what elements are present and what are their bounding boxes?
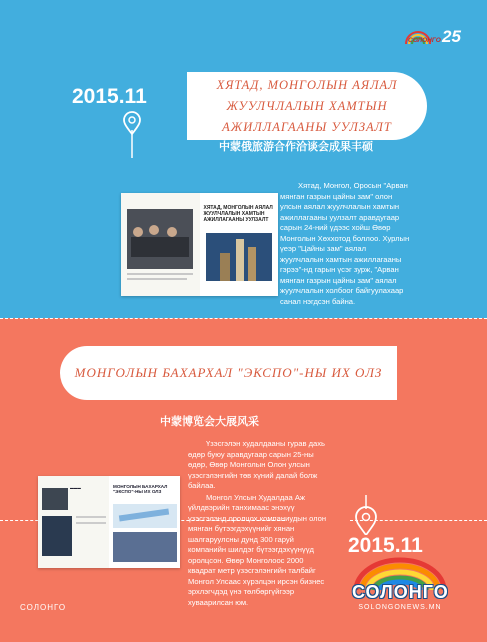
magazine-left-headline: ▬▬▬ bbox=[70, 486, 81, 490]
location-pin-icon bbox=[120, 110, 144, 158]
person-photo bbox=[42, 488, 68, 510]
section2-title-banner bbox=[60, 346, 397, 400]
anniversary-number: 25 bbox=[442, 27, 461, 46]
timeline-dashed-line bbox=[0, 318, 487, 319]
section1-location-pin bbox=[120, 110, 144, 163]
magazine-headline: ХЯТАД, МОНГОЛЫН АЯЛАЛ ЖУУЛЧЛАЛЫН ХАМТЫН АЖИЛЛАГААНЫ УУЛЗАЛТ bbox=[203, 205, 273, 223]
section1-magazine-image bbox=[121, 193, 278, 296]
magazine-right-page bbox=[109, 476, 180, 568]
section1-title-line: ХЯТАД, МОНГОЛЫН АЯЛАЛ bbox=[216, 78, 398, 92]
brand-logo-top bbox=[404, 26, 468, 48]
solongo-logo-url: SOLONGONEWS.MN bbox=[358, 604, 442, 611]
magazine-right-page bbox=[200, 193, 279, 296]
magazine-headline: МОНГОЛЫН БАХАРХАЛ "ЭКСПО"-НЫ ИХ ОЛЗ bbox=[113, 484, 168, 494]
expo-photo bbox=[113, 532, 177, 562]
section2-title: МОНГОЛЫН БАХАРХАЛ "ЭКСПО"-НЫ ИХ ОЛЗ bbox=[74, 365, 383, 380]
section2-chinese-subtitle: 中蒙博览会大展风采 bbox=[160, 416, 259, 428]
section2-year: 2015.11 bbox=[348, 534, 423, 557]
city-photo bbox=[206, 233, 272, 281]
section1-title bbox=[187, 72, 427, 138]
section1-body-text bbox=[280, 181, 410, 307]
meeting-photo bbox=[127, 209, 193, 269]
section1-title-line: ЖУУЛЧЛАЛЫН ХАМТЫН bbox=[226, 99, 388, 113]
footer-brand: СОЛОНГО bbox=[20, 603, 67, 612]
section2-body-paragraph: Монгол Улсын Худалдаа Аж үйлдвэрийн танхимаас энэхүү үзэсгэлэнд оролцох компаниудын олон мянган бүтээгдэхүүнийг хянан шалгаруулсны дунд 300 гаруй компанийн шилдэг бүтээгдэхүүнүүд оролцсон. Өвөр Монголоос 2000 квадрат метр үзэсгэлэнгийн талбайг Монгол Улсаас хүрэлцэн ирсэн бизнес эрхлэгчдэд үнэ төлбөргүйгээр хуваарилсан юм. bbox=[188, 492, 327, 607]
solongo-logo-name: СОЛОНГО bbox=[352, 582, 449, 602]
section1-body-paragraph: Хятад, Монгол, Оросын "Арван мянган газрын цайны зам" олон улсын аялал жуулчлалын хамтын ажиллагааны уулзалт аравдугаар сарын 24-ний үдээс хойш Өвөр Монголын Хөххотод боллоо. Хурлын үеэр "Цайны зам" аялал жуулчлалын хамтын ажиллагааны гэрээ"-нд гарын үсэг зурж, "Арван мянган газрын цайны зам" аялал жуулчлалын холбоог байгуулахаар санал нэгдсэн байна. bbox=[280, 181, 410, 306]
section1-year: 2015.11 bbox=[72, 85, 147, 108]
section2-body-paragraph: Үзэсгэлэн худалдааны гурав дахь өдөр буюу аравдугаар сарын 25-ны өдөр, Өвөр Монголын Олон улсын үзэсгэлэнгийн төв хүний далай болж байлаа. bbox=[188, 439, 326, 490]
section2-magazine-image bbox=[38, 476, 180, 568]
location-pin-icon bbox=[352, 495, 380, 535]
magazine-left-page bbox=[121, 193, 200, 296]
brand-logo-text: СОЛОНГО bbox=[408, 37, 441, 44]
solongo-watermark-logo bbox=[348, 556, 452, 614]
section1-title-banner bbox=[187, 72, 427, 140]
magazine-photo bbox=[42, 516, 72, 556]
section1-chinese-subtitle: 中蒙俄旅游合作洽谈会成果丰硕 bbox=[219, 141, 373, 153]
section1-title-line: АЖИЛЛАГААНЫ УУЛЗАЛТ bbox=[222, 120, 392, 134]
map-photo bbox=[113, 504, 177, 528]
magazine-left-page bbox=[38, 476, 109, 568]
section2-body-text bbox=[188, 439, 328, 608]
